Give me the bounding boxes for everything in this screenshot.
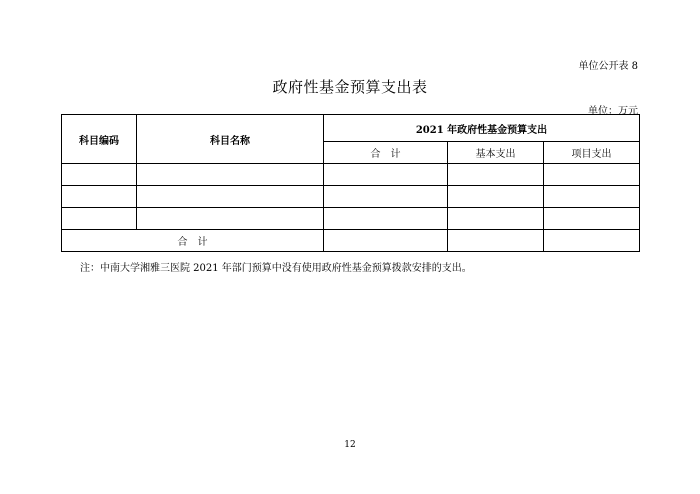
table-cell xyxy=(137,186,324,208)
table-cell xyxy=(448,208,544,230)
table-cell xyxy=(324,186,448,208)
header-group: 2021 年政府性基金预算支出 xyxy=(324,115,640,142)
header-name: 科目名称 xyxy=(137,115,324,164)
total-cell xyxy=(324,230,448,252)
table-cell xyxy=(448,164,544,186)
table-cell xyxy=(448,186,544,208)
table-cell xyxy=(62,208,137,230)
page-title: 政府性基金预算支出表 xyxy=(272,78,428,96)
table-cell xyxy=(324,164,448,186)
total-row xyxy=(62,230,640,252)
doc-label: 单位公开表 8 xyxy=(578,61,638,72)
header-sub-basic: 基本支出 xyxy=(448,142,544,164)
total-label: 合 计 xyxy=(62,230,324,252)
header-code: 科目编码 xyxy=(62,115,137,164)
table-cell xyxy=(324,208,448,230)
unit-label: 单位：万元 xyxy=(588,106,638,117)
table-cell xyxy=(137,164,324,186)
total-cell xyxy=(448,230,544,252)
header-sub-total: 合 计 xyxy=(324,142,448,164)
footnote: 注：中南大学湘雅三医院 2021 年部门预算中没有使用政府性基金预算拨款安排的支出。 xyxy=(80,263,472,274)
page-number: 12 xyxy=(344,440,356,450)
total-cell xyxy=(544,230,640,252)
budget-table xyxy=(61,114,640,252)
table-row xyxy=(62,186,640,208)
table-row xyxy=(62,164,640,186)
table-cell xyxy=(137,208,324,230)
table-row xyxy=(62,208,640,230)
table-cell xyxy=(544,208,640,230)
table-cell xyxy=(544,186,640,208)
table-cell xyxy=(62,186,137,208)
table-cell xyxy=(544,164,640,186)
header-sub-project: 项目支出 xyxy=(544,142,640,164)
table-cell xyxy=(62,164,137,186)
